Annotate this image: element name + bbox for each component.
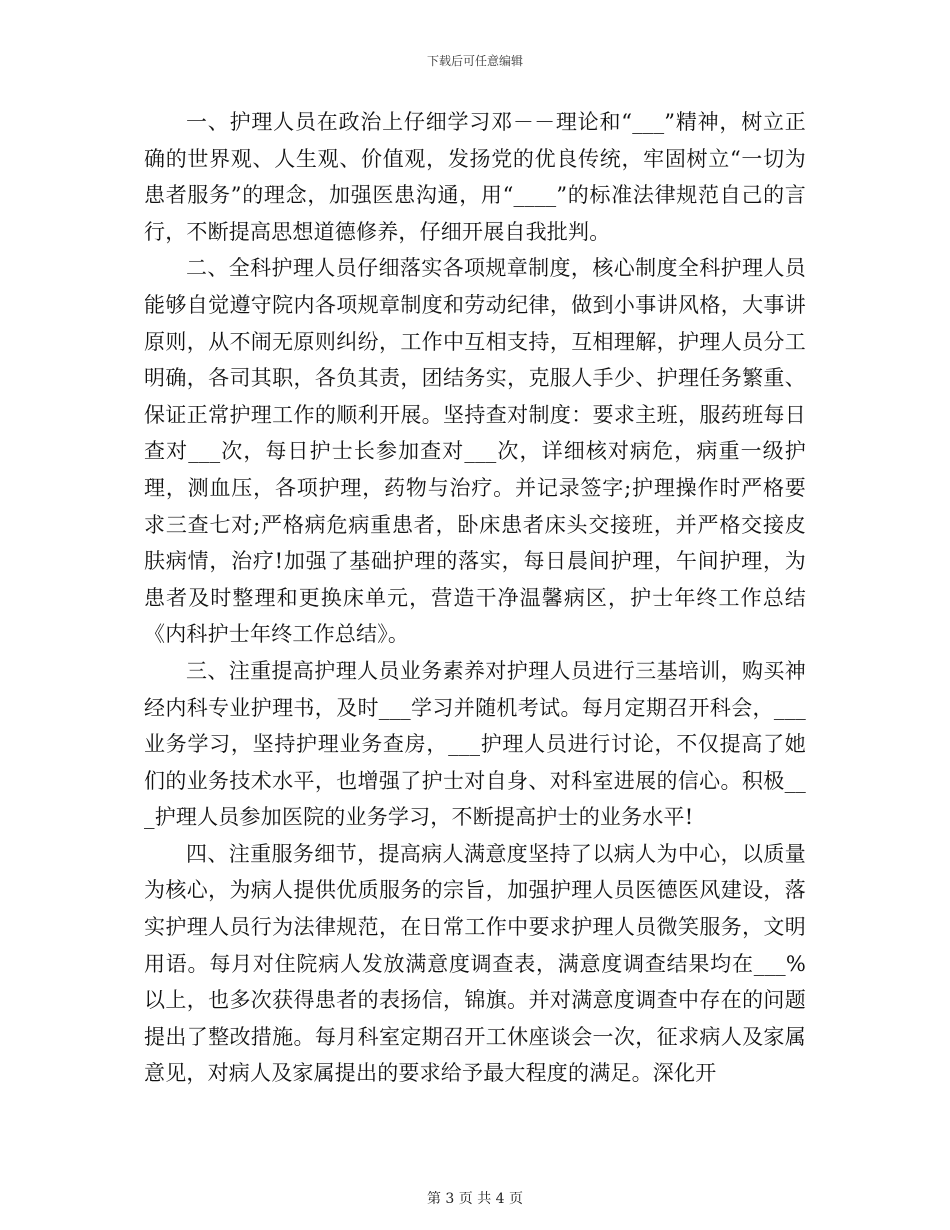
paragraph-4: 四、注重服务细节，提高病人满意度坚持了以病人为中心，以质量为核心，为病人提供优质服务的宗旨，加强护理人员医德医风建设，落实护理人员行为法律规范，在日常工作中要求护理人员微笑服务，文明用语。每月对住院病人发放满意度调查表，满意度调查结果均在___%以上，也多次获得患者的表扬信，锦旗。并对满意度调查中存在的问题提出了整改措施。每月科室定期召开工休座谈会一次，征求病人及家属意见，对病人及家属提出的要求给予最大程度的满足。深化开 [144, 841, 806, 1086]
document-body [144, 104, 806, 1092]
page-number: 第 3 页 共 4 页 [426, 1191, 524, 1207]
paragraph-1: 一、护理人员在政治上仔细学习邓－－理论和“___”精神，树立正确的世界观、人生观、价值观，发扬党的优良传统，牢固树立“一切为患者服务”的理念，加强医患沟通，用“____”的标准法律规范自己的言行，不断提高思想道德修养，仔细开展自我批判。 [144, 110, 806, 244]
page-header-note: 下载后可任意编辑 [426, 54, 523, 68]
paragraph-2: 二、全科护理人员仔细落实各项规章制度，核心制度全科护理人员能够自觉遵守院内各项规章制度和劳动纪律，做到小事讲风格，大事讲原则，从不闹无原则纠纷，工作中互相支持，互相理解，护理人员分工明确，各司其职，各负其责，团结务实，克服人手少、护理任务繁重、保证正常护理工作的顺利开展。坚持查对制度：要求主班，服药班每日查对___次，每日护士长参加查对___次，详细核对病危，病重一级护理，测血压，各项护理，药物与治疗。并记录签字;护理操作时严格要求三查七对;严格病危病重患者，卧床患者床头交接班，并严格交接皮肤病情，治疗!加强了基础护理的落实，每日晨间护理，午间护理，为患者及时整理和更换床单元，营造干净温馨病区，护士年终工作总结《内科护士年终工作总结》。 [144, 256, 806, 647]
paragraph-3: 三、注重提高护理人员业务素养对护理人员进行三基培训，购买神经内科专业护理书，及时___学习并随机考试。每月定期召开科会，___业务学习，坚持护理业务查房，___护理人员进行讨论，不仅提高了她们的业务技术水平，也增强了护士对自身、对科室进展的信心。积极___护理人员参加医院的业务学习，不断提高护士的业务水平! [144, 658, 806, 830]
